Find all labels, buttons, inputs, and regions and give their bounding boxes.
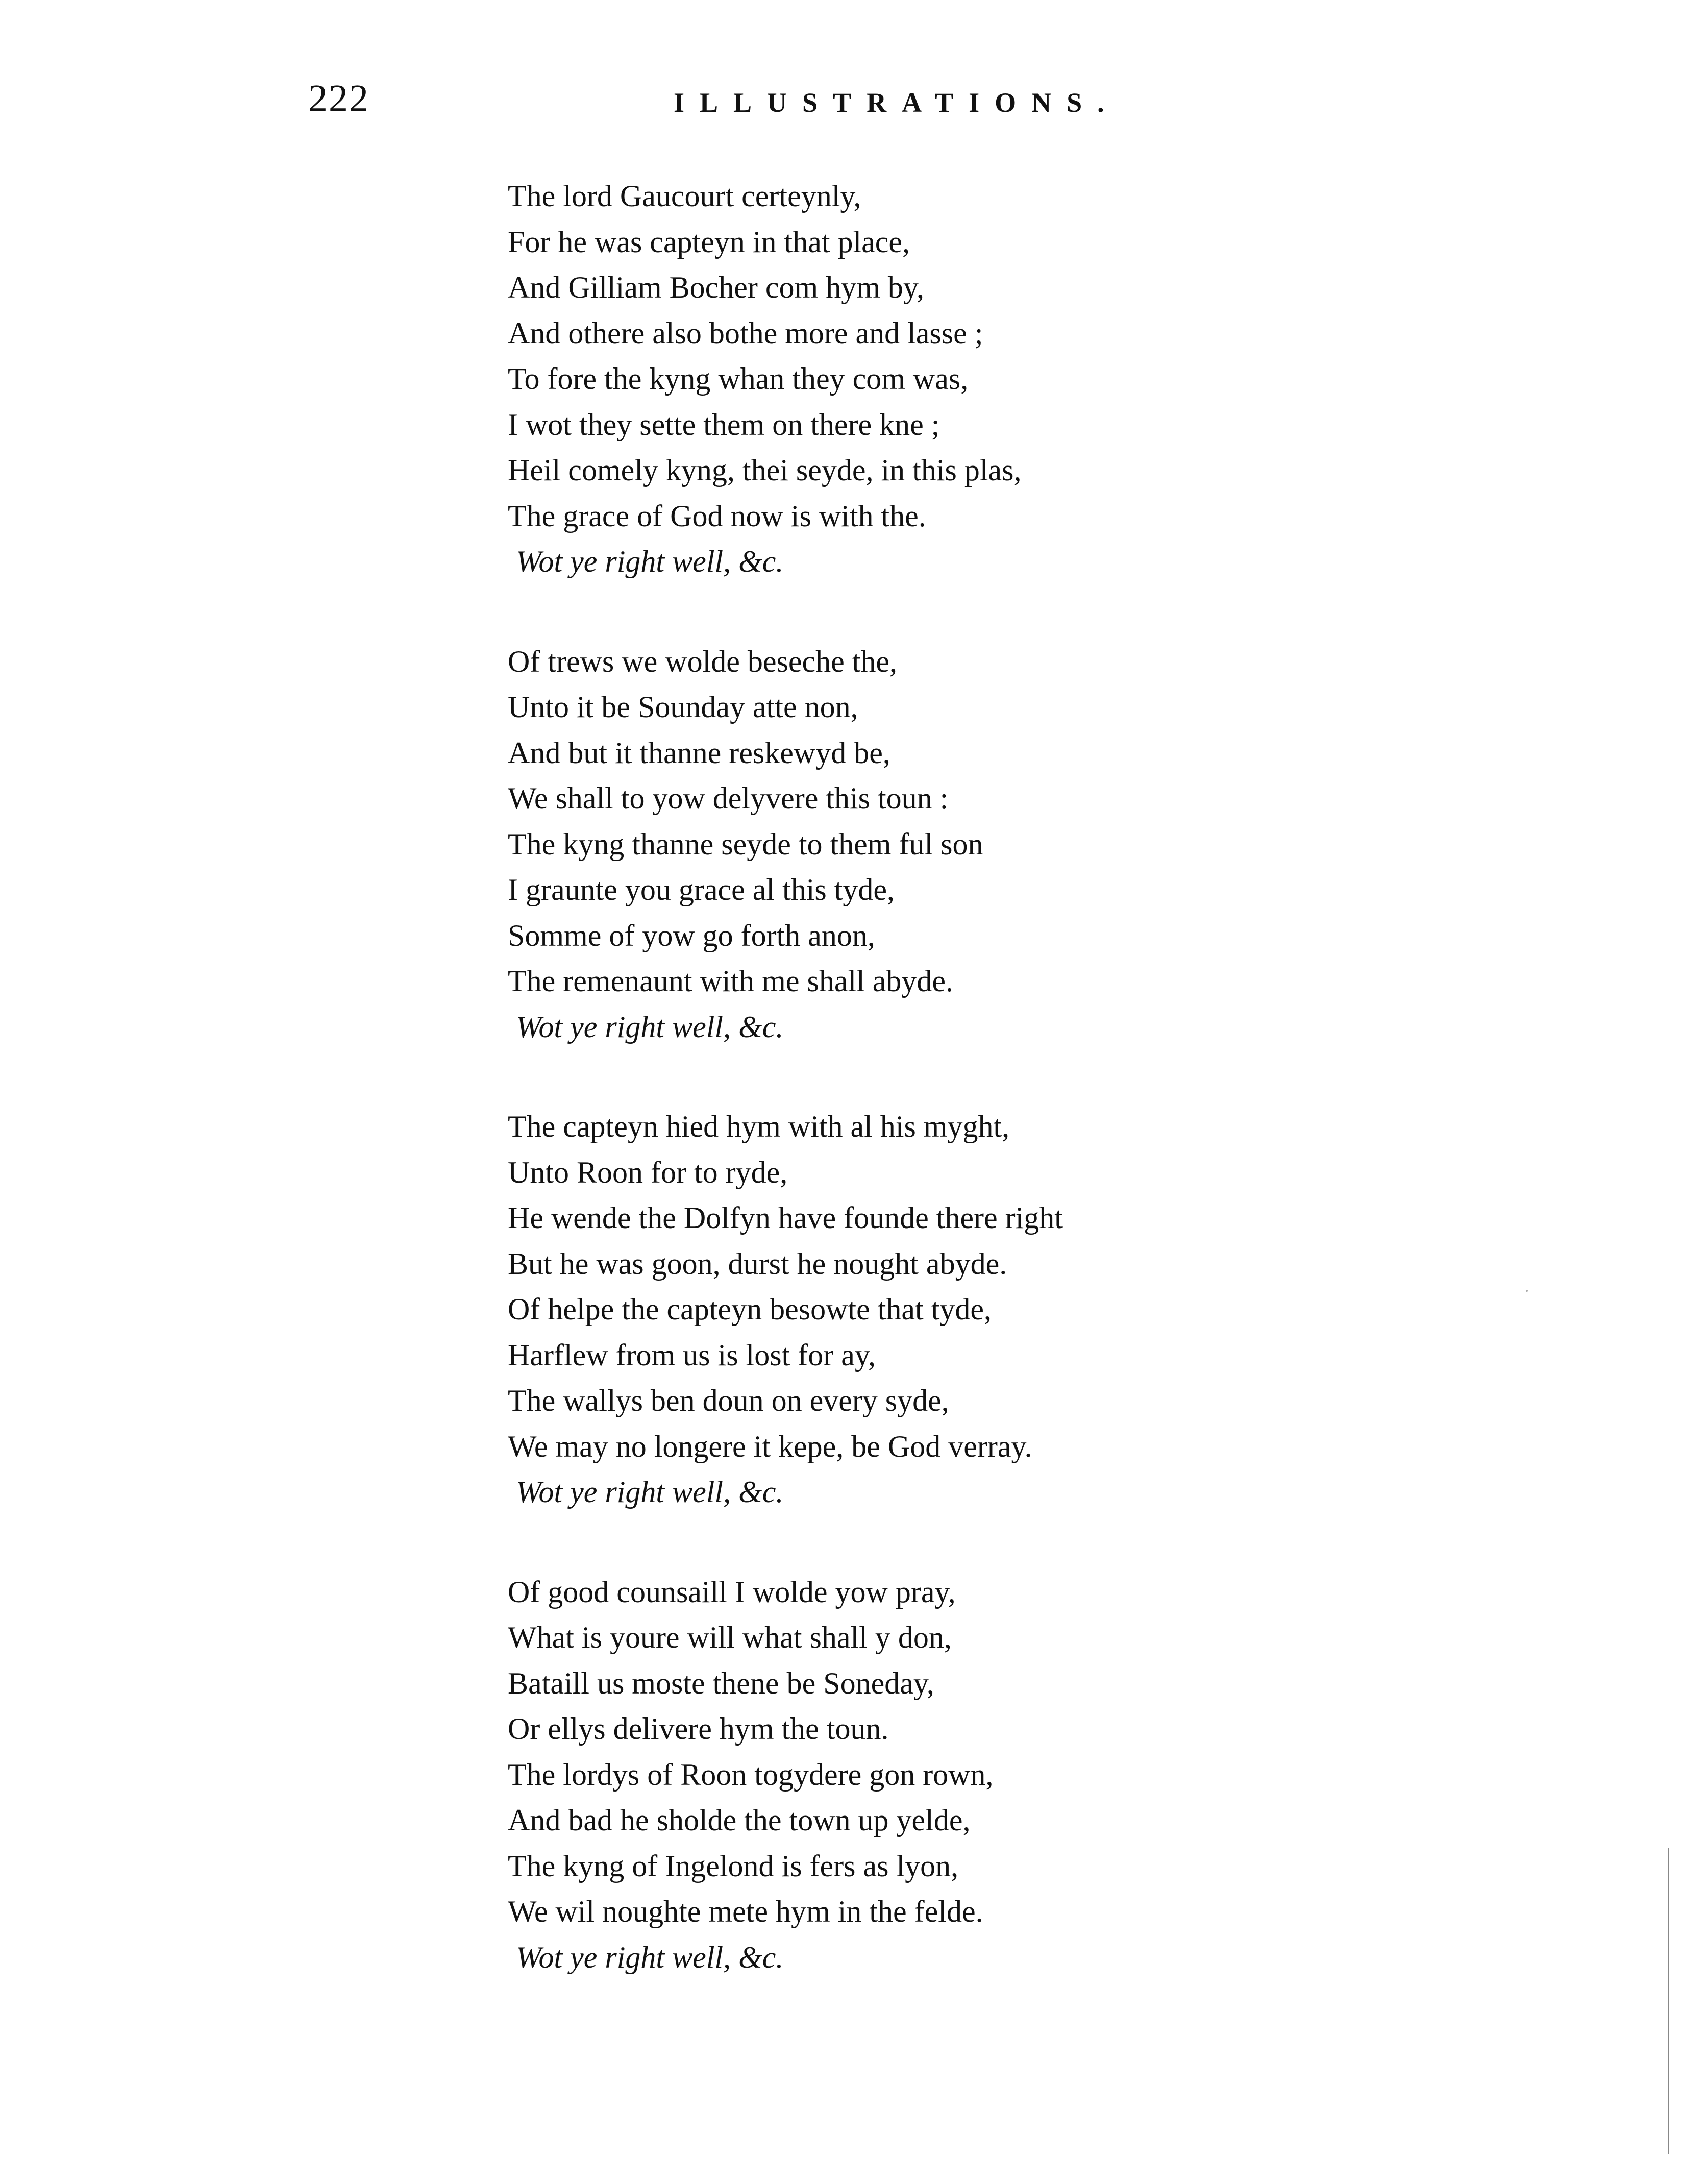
- verse-line: Heil comely kyng, thei seyde, in this plas,: [508, 453, 1022, 487]
- refrain-line: Wot ye right well, &c.: [516, 1940, 784, 1974]
- verse-line: He wende the Dolfyn have founde there right: [508, 1201, 1063, 1235]
- verse-line: The remenaunt with me shall abyde.: [508, 964, 954, 998]
- verse-line: What is youre will what shall y don,: [508, 1621, 952, 1654]
- verse-line: I wot they sette them on there kne ;: [508, 407, 940, 441]
- verse-line: Somme of yow go forth anon,: [508, 918, 875, 952]
- refrain-line: Wot ye right well, &c.: [516, 1010, 784, 1044]
- verse-line: And but it thanne reskewyd be,: [508, 735, 890, 770]
- scan-speck: [1526, 1290, 1528, 1292]
- verse-line: The lord Gaucourt certeynly,: [508, 179, 861, 213]
- stanza-1: [508, 174, 1273, 585]
- verse-line: I graunte you grace al this tyde,: [508, 873, 895, 906]
- verse-line: The grace of God now is with the.: [508, 499, 926, 533]
- stanza-4: [508, 1569, 1273, 1981]
- stanza-3: [508, 1104, 1273, 1515]
- verse-line: Unto Roon for to ryde,: [508, 1155, 788, 1189]
- verse-line: Of trews we wolde beseche the,: [508, 644, 898, 678]
- page-number: 222: [308, 77, 369, 120]
- verse-line: We shall to yow delyvere this toun :: [508, 781, 949, 815]
- poem: [508, 174, 1273, 2034]
- running-title: ILLUSTRATIONS.: [674, 87, 1120, 118]
- verse-line: The lordys of Roon togydere gon rown,: [508, 1757, 994, 1792]
- verse-line: And bad he sholde the town up yelde,: [508, 1803, 971, 1837]
- verse-line: And othere also bothe more and lasse ;: [508, 316, 983, 350]
- verse-line: Of helpe the capteyn besowte that tyde,: [508, 1292, 992, 1326]
- verse-line: Of good counsaill I wolde yow pray,: [508, 1575, 956, 1609]
- verse-line: But he was goon, durst he nought abyde.: [508, 1246, 1007, 1281]
- verse-line: The kyng of Ingelond is fers as lyon,: [508, 1849, 959, 1883]
- verse-line: For he was capteyn in that place,: [508, 225, 910, 259]
- verse-line: The kyng thanne seyde to them ful son: [508, 827, 983, 861]
- verse-line: To fore the kyng whan they com was,: [508, 362, 969, 396]
- page-edge-line: [1668, 1848, 1669, 2154]
- verse-line: Unto it be Sounday atte non,: [508, 690, 858, 724]
- stanza-2: [508, 639, 1273, 1050]
- verse-line: And Gilliam Bocher com hym by,: [508, 271, 924, 304]
- verse-line: The wallys ben doun on every syde,: [508, 1384, 949, 1417]
- verse-line: The capteyn hied hym with al his myght,: [508, 1110, 1010, 1143]
- refrain-line: Wot ye right well, &c.: [516, 1475, 784, 1509]
- verse-line: Bataill us moste thene be Soneday,: [508, 1666, 934, 1700]
- verse-line: We may no longere it kepe, be God verray.: [508, 1429, 1032, 1463]
- verse-line: Harflew from us is lost for ay,: [508, 1338, 876, 1372]
- verse-line: We wil noughte mete hym in the felde.: [508, 1895, 983, 1928]
- verse-line: Or ellys delivere hym the toun.: [508, 1712, 889, 1746]
- refrain-line: Wot ye right well, &c.: [516, 545, 784, 578]
